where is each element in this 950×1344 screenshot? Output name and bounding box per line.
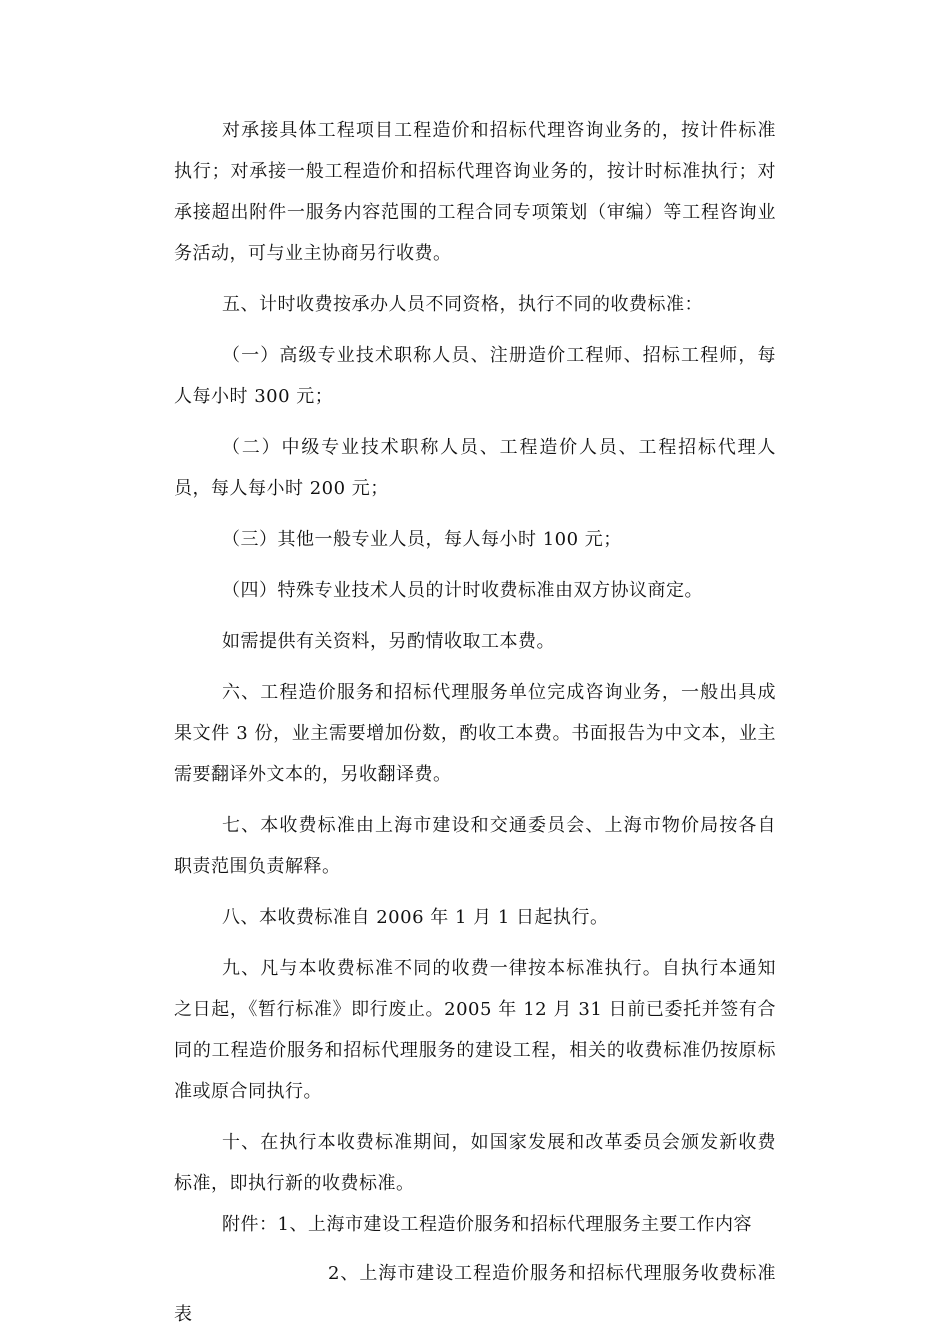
paragraph-rate-general: （三）其他一般专业人员，每人每小时 100 元； bbox=[222, 529, 622, 550]
paragraph-billing-methods: 对承接具体工程项目工程造价和招标代理咨询业务的，按计件标准执行；对承接一般工程造价和招标代理咨询业务的，按计时标准执行；对承接超出附件一服务内容范围的工程合同专项策划（审编）等工程咨询业务活动，可与业主协商另行收费。 bbox=[174, 120, 776, 264]
paragraph-rate-intermediate: （二）中级专业技术职称人员、工程造价人员、工程招标代理人员，每人每小时 200 元； bbox=[174, 437, 776, 499]
paragraph-section-9: 九、凡与本收费标准不同的收费一律按本标准执行。自执行本通知之日起，《暂行标准》即行废止。2005 年 12 月 31 日前已委托并签有合同的工程造价服务和招标代理服务的建设工程，相关的收费标准仍按原标准或原合同执行。 bbox=[174, 958, 776, 1102]
attachment-2: 2、上海市建设工程造价服务和招标代理服务收费标准表 bbox=[174, 1263, 776, 1325]
paragraph-section-7: 七、本收费标准由上海市建设和交通委员会、上海市物价局按各自职责范围负责解释。 bbox=[174, 815, 776, 877]
paragraph-rate-senior: （一）高级专业技术职称人员、注册造价工程师、招标工程师，每人每小时 300 元； bbox=[174, 345, 776, 407]
paragraph-section-6: 六、工程造价服务和招标代理服务单位完成咨询业务，一般出具成果文件 3 份，业主需要增加份数，酌收工本费。书面报告为中文本，业主需要翻译外文本的，另收翻译费。 bbox=[174, 682, 776, 785]
paragraph-section-8: 八、本收费标准自 2006 年 1 月 1 日起执行。 bbox=[222, 907, 609, 928]
paragraph-section-10: 十、在执行本收费标准期间，如国家发展和改革委员会颁发新收费标准，即执行新的收费标准。 bbox=[174, 1132, 776, 1194]
attachment-1: 附件：1、上海市建设工程造价服务和招标代理服务主要工作内容 bbox=[222, 1214, 752, 1235]
document-body bbox=[174, 110, 776, 1335]
paragraph-rate-special: （四）特殊专业技术人员的计时收费标准由双方协议商定。 bbox=[222, 580, 703, 601]
paragraph-section-5: 五、计时收费按承办人员不同资格，执行不同的收费标准： bbox=[222, 294, 703, 315]
paragraph-materials-fee: 如需提供有关资料，另酌情收取工本费。 bbox=[222, 631, 555, 652]
